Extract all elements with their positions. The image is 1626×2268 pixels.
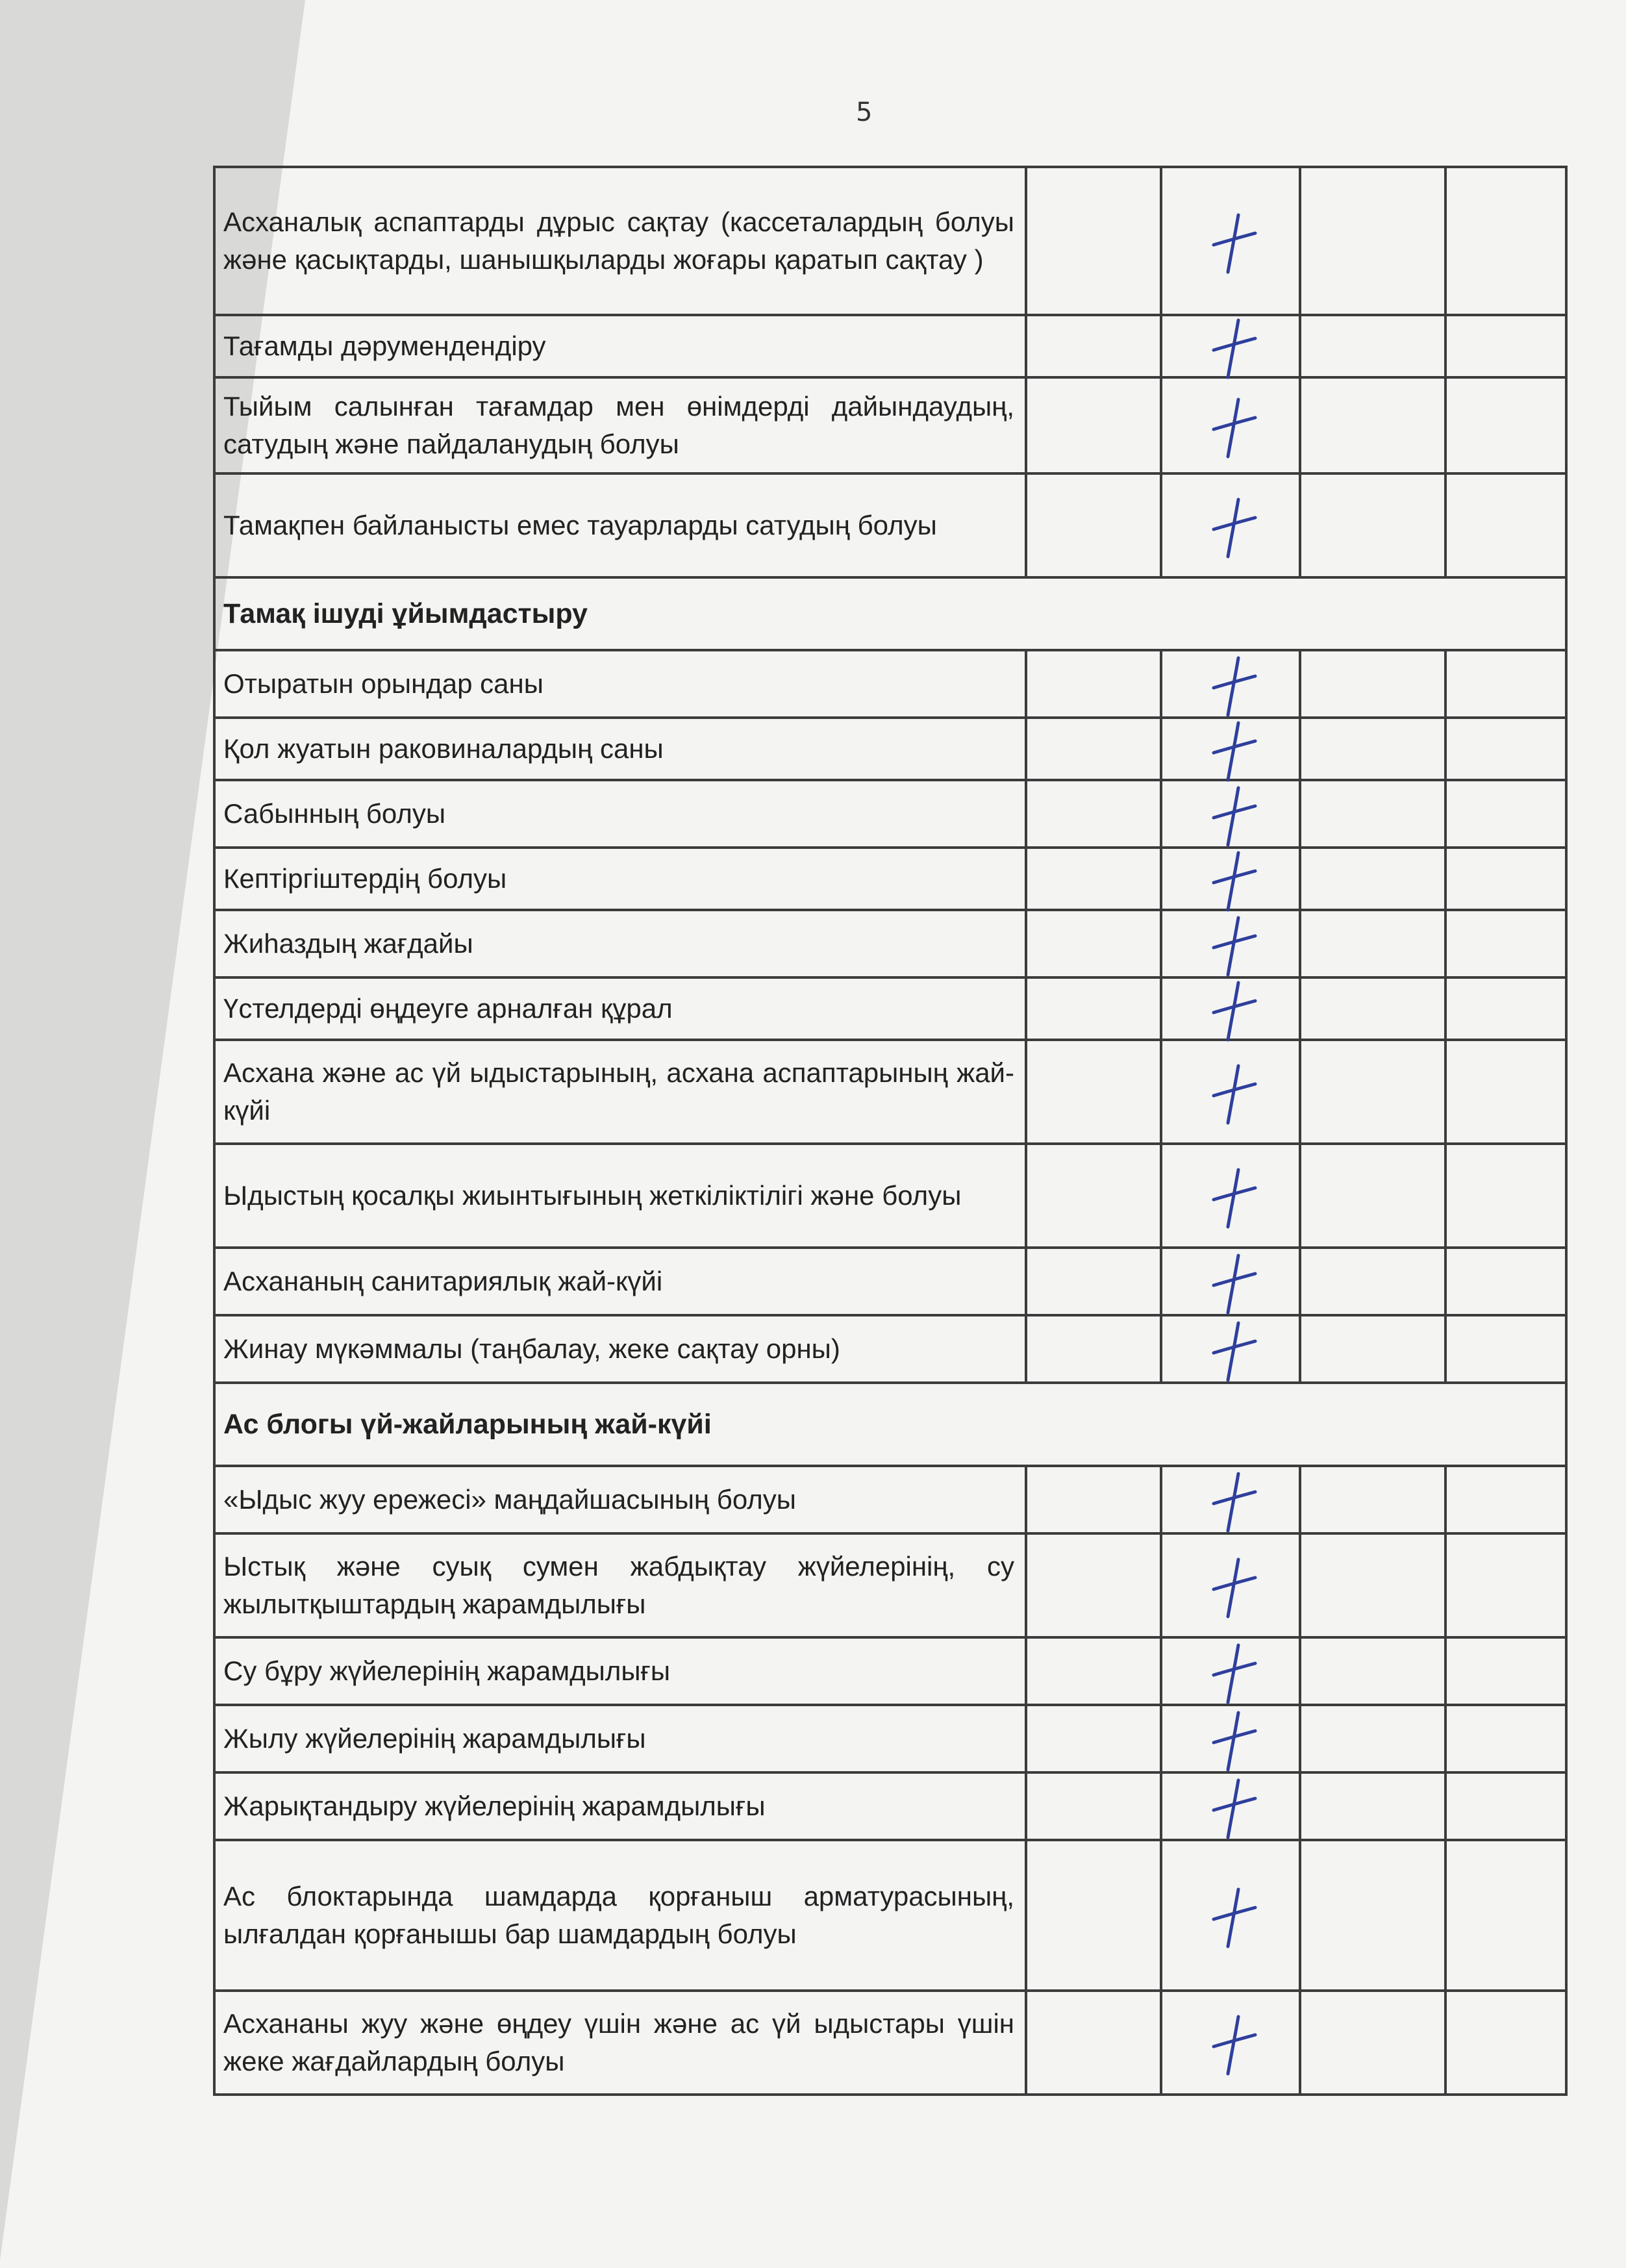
section-header-row: [214, 577, 1566, 650]
empty-cell: [1026, 718, 1161, 780]
empty-cell: [1300, 848, 1445, 910]
empty-cell: [1300, 1991, 1445, 2095]
table-row: [214, 1466, 1566, 1533]
empty-cell: [1300, 1772, 1445, 1840]
empty-cell: [1300, 473, 1445, 577]
empty-cell: [1300, 1315, 1445, 1383]
empty-cell: [1026, 1637, 1161, 1705]
empty-cell: [1026, 1144, 1161, 1248]
empty-cell: [1026, 1248, 1161, 1315]
check-mark-cell: [1161, 1315, 1300, 1383]
handwritten-plus-icon: [1208, 719, 1260, 784]
check-mark-cell: [1161, 473, 1300, 577]
empty-cell: [1300, 167, 1445, 315]
empty-cell: [1445, 977, 1566, 1040]
section-title: Тамақ ішуді ұйымдастыру: [214, 577, 1566, 650]
empty-cell: [1026, 848, 1161, 910]
empty-cell: [1445, 1040, 1566, 1144]
table-row: [214, 1705, 1566, 1772]
empty-cell: [1445, 1705, 1566, 1772]
handwritten-plus-icon: [1208, 1776, 1260, 1841]
handwritten-plus-icon: [1208, 784, 1260, 849]
table-row: [214, 1991, 1566, 2095]
table-row: [214, 650, 1566, 718]
check-mark-cell: [1161, 848, 1300, 910]
criterion-text: Қол жуатын раковиналардың саны: [214, 718, 1026, 780]
criterion-text: Ас блоктарында шамдарда қорғаныш арматурасының, ылғалдан қорғанышы бар шамдардың болуы: [214, 1840, 1026, 1991]
empty-cell: [1026, 1533, 1161, 1637]
check-mark-cell: [1161, 650, 1300, 718]
empty-cell: [1445, 377, 1566, 473]
empty-cell: [1026, 1840, 1161, 1991]
empty-cell: [1445, 167, 1566, 315]
criterion-text: «Ыдыс жуу ережесі» маңдайшасының болуы: [214, 1466, 1026, 1533]
criterion-text: Тыйым салынған тағамдар мен өнімдерді дайындаудың, сатудың және пайдаланудың болуы: [214, 377, 1026, 473]
check-mark-cell: [1161, 718, 1300, 780]
check-mark-cell: [1161, 910, 1300, 977]
empty-cell: [1300, 1840, 1445, 1991]
empty-cell: [1026, 1705, 1161, 1772]
check-mark-cell: [1161, 1144, 1300, 1248]
handwritten-plus-icon: [1208, 316, 1260, 381]
check-mark-cell: [1161, 977, 1300, 1040]
section-header-row: [214, 1383, 1566, 1466]
criterion-text: Сабынның болуы: [214, 780, 1026, 848]
check-mark-cell: [1161, 167, 1300, 315]
empty-cell: [1445, 718, 1566, 780]
table-row: [214, 718, 1566, 780]
empty-cell: [1300, 1144, 1445, 1248]
empty-cell: [1026, 315, 1161, 377]
criterion-text: Ыдыстың қосалқы жиынтығының жеткіліктілігі және болуы: [214, 1144, 1026, 1248]
criterion-text: Асхананы жуу және өңдеу үшін және ас үй ыдыстары үшін жеке жағдайлардың болуы: [214, 1991, 1026, 2095]
criterion-text: Жылу жүйелерінің жарамдылығы: [214, 1705, 1026, 1772]
handwritten-plus-icon: [1208, 1319, 1260, 1384]
check-mark-cell: [1161, 780, 1300, 848]
empty-cell: [1300, 1040, 1445, 1144]
empty-cell: [1445, 1248, 1566, 1315]
criterion-text: Отыратын орындар саны: [214, 650, 1026, 718]
handwritten-plus-icon: [1208, 1062, 1260, 1127]
table-row: [214, 1772, 1566, 1840]
check-mark-cell: [1161, 1840, 1300, 1991]
empty-cell: [1300, 1637, 1445, 1705]
criterion-text: Су бұру жүйелерінің жарамдылығы: [214, 1637, 1026, 1705]
table-row: [214, 167, 1566, 315]
empty-cell: [1445, 1840, 1566, 1991]
empty-cell: [1026, 1315, 1161, 1383]
table-row: [214, 977, 1566, 1040]
empty-cell: [1300, 1248, 1445, 1315]
table-row: [214, 1840, 1566, 1991]
handwritten-plus-icon: [1208, 2013, 1260, 2078]
empty-cell: [1026, 1772, 1161, 1840]
criterion-text: Жиһаздың жағдайы: [214, 910, 1026, 977]
page-number: 5: [856, 97, 873, 127]
criterion-text: Тағамды дәрумендендіру: [214, 315, 1026, 377]
empty-cell: [1445, 1466, 1566, 1533]
empty-cell: [1300, 910, 1445, 977]
empty-cell: [1445, 1991, 1566, 2095]
empty-cell: [1026, 650, 1161, 718]
check-mark-cell: [1161, 1466, 1300, 1533]
empty-cell: [1026, 1991, 1161, 2095]
check-mark-cell: [1161, 1991, 1300, 2095]
table-row: [214, 1248, 1566, 1315]
empty-cell: [1445, 1533, 1566, 1637]
empty-cell: [1300, 718, 1445, 780]
empty-cell: [1300, 377, 1445, 473]
table-row: [214, 780, 1566, 848]
table-row: [214, 910, 1566, 977]
table-row: [214, 1315, 1566, 1383]
handwritten-plus-icon: [1208, 1252, 1260, 1317]
empty-cell: [1445, 1144, 1566, 1248]
handwritten-plus-icon: [1208, 1641, 1260, 1706]
handwritten-plus-icon: [1208, 979, 1260, 1044]
empty-cell: [1445, 848, 1566, 910]
empty-cell: [1445, 1772, 1566, 1840]
criterion-text: Тамақпен байланысты емес тауарларды сатудың болуы: [214, 473, 1026, 577]
empty-cell: [1445, 780, 1566, 848]
criterion-text: Жарықтандыру жүйелерінің жарамдылығы: [214, 1772, 1026, 1840]
empty-cell: [1026, 473, 1161, 577]
empty-cell: [1445, 1637, 1566, 1705]
criterion-text: Ыстық және суық сумен жабдықтау жүйелерінің, су жылытқыштардың жарамдылығы: [214, 1533, 1026, 1637]
empty-cell: [1300, 315, 1445, 377]
criterion-text: Үстелдерді өңдеуге арналған құрал: [214, 977, 1026, 1040]
handwritten-plus-icon: [1208, 496, 1260, 561]
handwritten-plus-icon: [1208, 1885, 1260, 1950]
criterion-text: Кептіргіштердің болуы: [214, 848, 1026, 910]
handwritten-plus-icon: [1208, 654, 1260, 719]
empty-cell: [1445, 473, 1566, 577]
check-mark-cell: [1161, 1040, 1300, 1144]
criterion-text: Жинау мүкәммалы (таңбалау, жеке сақтау орны): [214, 1315, 1026, 1383]
handwritten-plus-icon: [1208, 1470, 1260, 1535]
check-mark-cell: [1161, 315, 1300, 377]
table-row: [214, 377, 1566, 473]
criterion-text: Асхана және ас үй ыдыстарының, асхана аспаптарының жай-күйі: [214, 1040, 1026, 1144]
check-mark-cell: [1161, 1772, 1300, 1840]
empty-cell: [1300, 1705, 1445, 1772]
check-mark-cell: [1161, 1637, 1300, 1705]
handwritten-plus-icon: [1208, 396, 1260, 460]
handwritten-plus-icon: [1208, 1166, 1260, 1231]
section-title: Ас блогы үй-жайларының жай-күйі: [214, 1383, 1566, 1466]
handwritten-plus-icon: [1208, 1556, 1260, 1620]
criterion-text: Асхананың санитариялық жай-күйі: [214, 1248, 1026, 1315]
check-mark-cell: [1161, 377, 1300, 473]
empty-cell: [1445, 1315, 1566, 1383]
empty-cell: [1445, 650, 1566, 718]
empty-cell: [1026, 377, 1161, 473]
empty-cell: [1445, 910, 1566, 977]
table-row: [214, 1533, 1566, 1637]
handwritten-plus-icon: [1208, 1709, 1260, 1774]
check-mark-cell: [1161, 1705, 1300, 1772]
empty-cell: [1300, 780, 1445, 848]
table-row: [214, 315, 1566, 377]
checklist-body: [214, 167, 1566, 2095]
table-row: [214, 848, 1566, 910]
handwritten-plus-icon: [1208, 914, 1260, 979]
empty-cell: [1026, 780, 1161, 848]
table-row: [214, 1637, 1566, 1705]
empty-cell: [1300, 977, 1445, 1040]
empty-cell: [1026, 977, 1161, 1040]
criterion-text: Асханалық аспаптарды дұрыс сақтау (кассеталардың болуы және қасықтарды, шанышқыларды жоғары қаратып сақтау ): [214, 167, 1026, 315]
empty-cell: [1300, 1533, 1445, 1637]
table-row: [214, 473, 1566, 577]
handwritten-plus-icon: [1208, 211, 1260, 276]
empty-cell: [1026, 1040, 1161, 1144]
handwritten-plus-icon: [1208, 849, 1260, 914]
table-row: [214, 1144, 1566, 1248]
empty-cell: [1445, 315, 1566, 377]
inspection-checklist-table: [213, 166, 1568, 2096]
empty-cell: [1026, 167, 1161, 315]
empty-cell: [1026, 910, 1161, 977]
empty-cell: [1026, 1466, 1161, 1533]
table-row: [214, 1040, 1566, 1144]
check-mark-cell: [1161, 1533, 1300, 1637]
empty-cell: [1300, 1466, 1445, 1533]
empty-cell: [1300, 650, 1445, 718]
check-mark-cell: [1161, 1248, 1300, 1315]
